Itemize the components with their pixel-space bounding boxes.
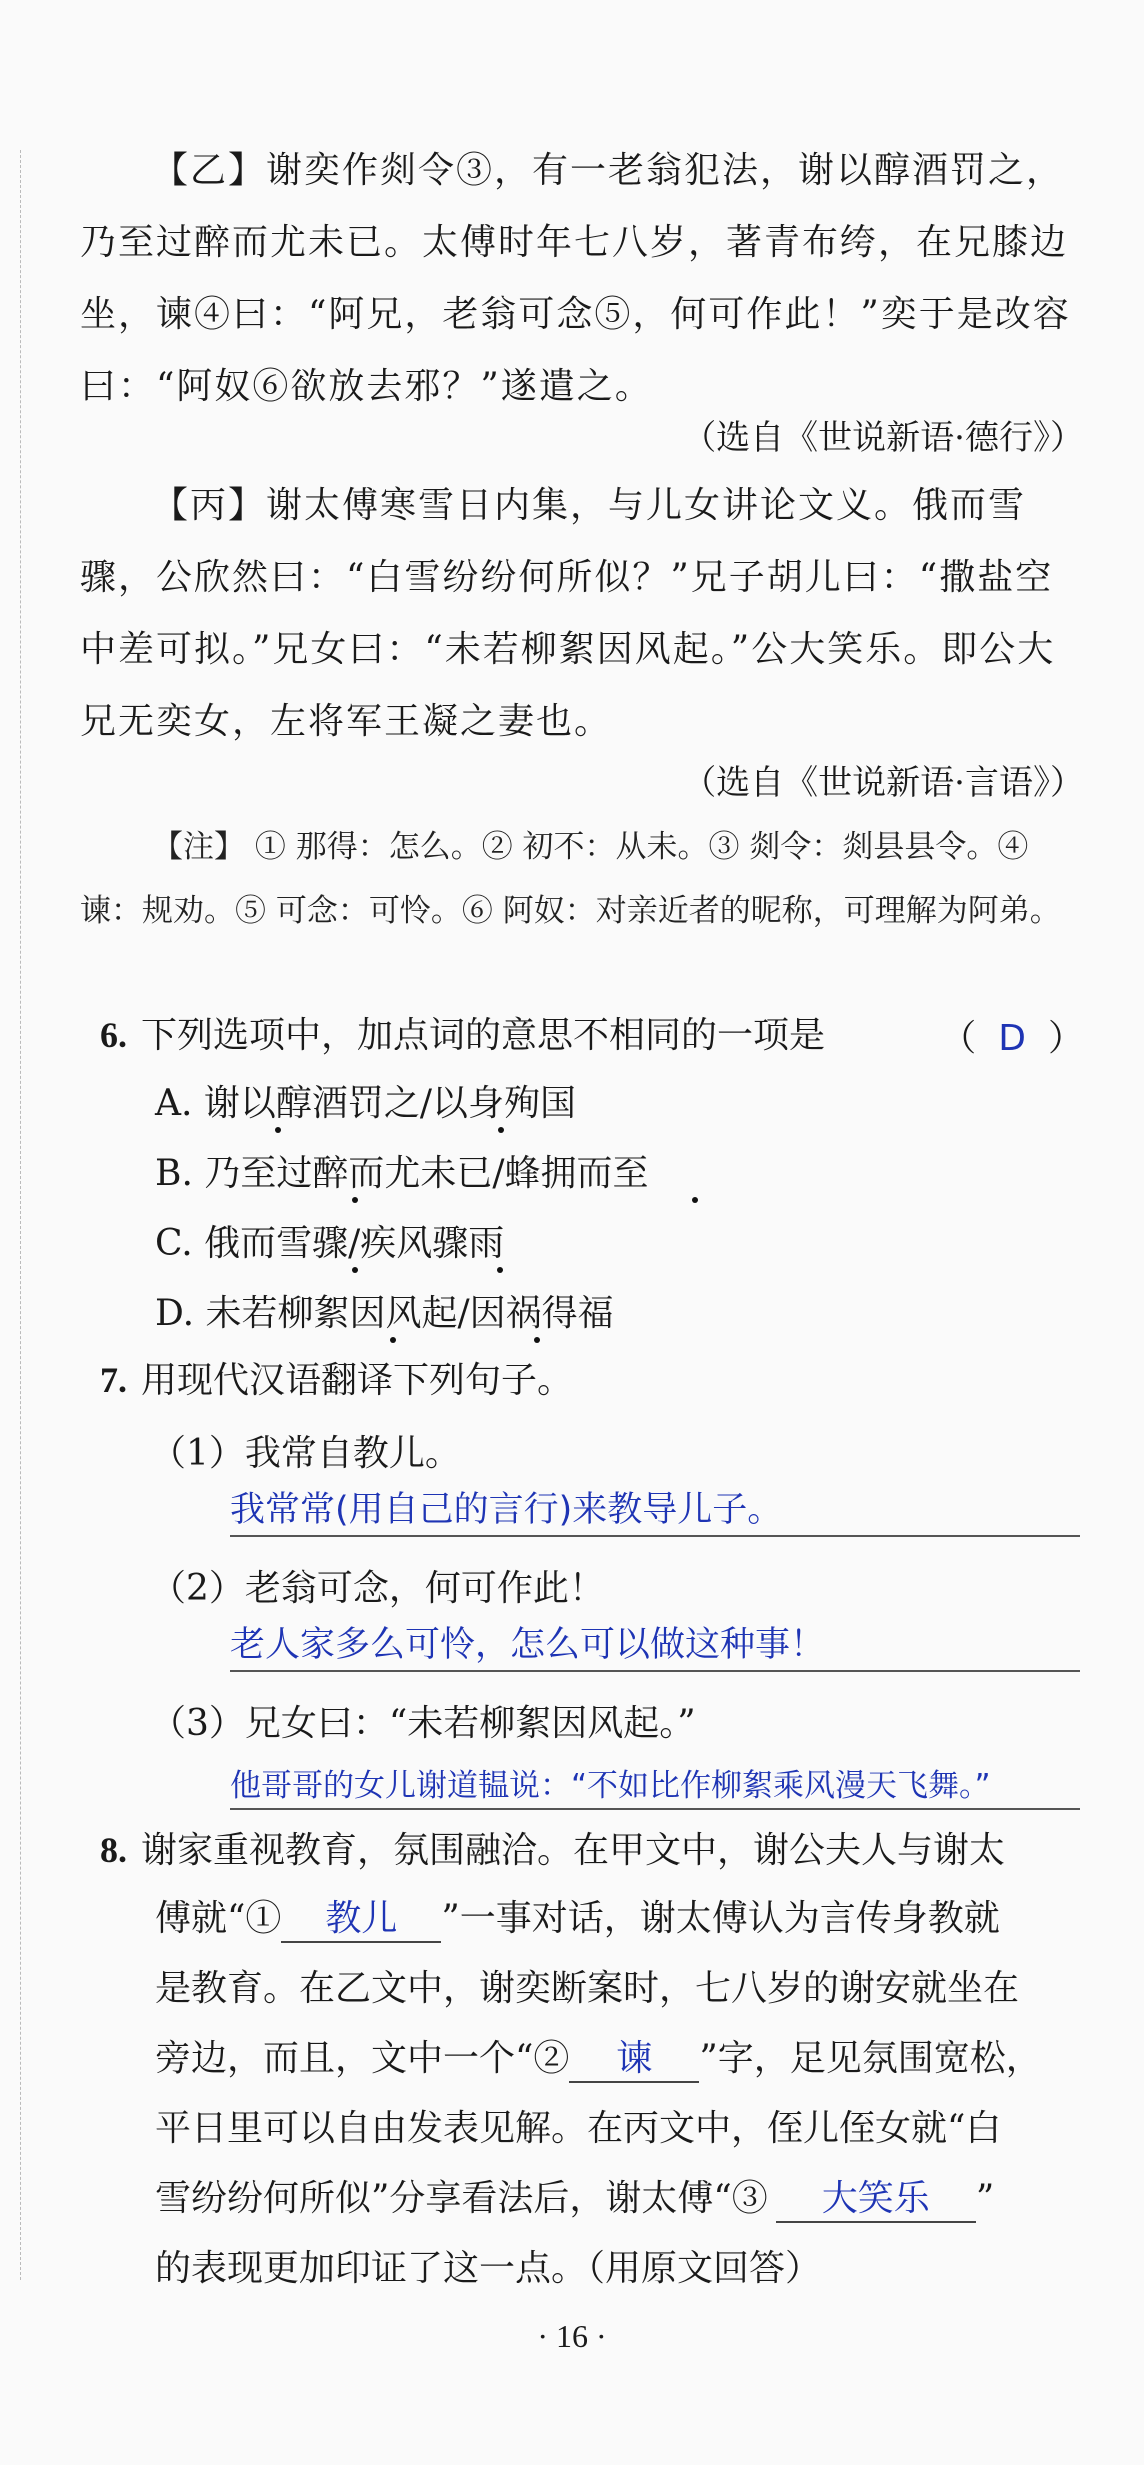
- q8-text: ”: [975, 2178, 995, 2219]
- question-6: [100, 1005, 825, 1066]
- notes: 【注】 ① 那得：怎么。② 初不：从未。③ 剡令：剡县县令。④ 谏：规劝。⑤ 可念：可怜。⑥ 阿奴：对亲近者的昵称，可理解为阿弟。: [80, 829, 1061, 929]
- q7-item-1: （1）我常自教儿。: [150, 1433, 461, 1474]
- question-number: 6.: [100, 1015, 127, 1055]
- question-stem: 用现代汉语翻译下列句子。: [141, 1360, 574, 1401]
- answer-parenthesis: （ D ）: [940, 1018, 1084, 1059]
- passage-yi: 【乙】谢奕作剡令③，有一老翁犯法，谢以醇酒罚之，乃至过醉而尤未已。太傅时年七八岁，著青布绔，在兄膝边坐，谏④曰：“阿兄，老翁可念⑤，何可作此！”奕于是改容曰：“阿奴⑥欲放去邪？”遂遣之。: [80, 150, 1071, 407]
- option-c: C. 俄而雪骤/疾风骤雨: [155, 1223, 505, 1264]
- q6-answer: D: [998, 1018, 1026, 1059]
- question-8-line-4: [155, 2030, 1042, 2083]
- q8-text: ”字，足见氛围宽松，: [699, 2038, 1042, 2079]
- q8-text: 雪纷纷何所似”分享看法后，谢太傅“③: [155, 2178, 768, 2219]
- source-bing: （选自《世说新语·言语》）: [682, 763, 1084, 803]
- emphasis-dot: [534, 1337, 540, 1343]
- blank-2[interactable]: 谏: [569, 2030, 699, 2083]
- question-8-line-2: [155, 1890, 1000, 1943]
- q8-text: 旁边，而且，文中一个“②: [155, 2038, 570, 2079]
- q7-answer-1: 我常常(用自己的言行)来教导儿子。: [230, 1490, 783, 1530]
- question-8-line-5: 平日里可以自由发表见解。在丙文中，侄儿侄女就“白: [155, 2108, 1002, 2149]
- emphasis-dot: [692, 1197, 698, 1203]
- question-8-line-1: [100, 1820, 1005, 1881]
- emphasis-dot: [390, 1337, 396, 1343]
- question-8-line-3: 是教育。在乙文中，谢奕断案时，七八岁的谢安就坐在: [155, 1968, 1020, 2009]
- emphasis-dot: [352, 1197, 358, 1203]
- emphasis-dot: [497, 1267, 503, 1273]
- q8-text: ”一事对话，谢太傅认为言传身教就: [441, 1898, 1000, 1939]
- page-number: · 16 ·: [537, 2318, 607, 2354]
- question-number: 7.: [100, 1360, 127, 1400]
- question-number: 8.: [100, 1830, 127, 1870]
- option-a: A. 谢以醇酒罚之/以身殉国: [155, 1083, 577, 1124]
- answer-line: [230, 1670, 1080, 1672]
- margin-line: [20, 150, 21, 2280]
- emphasis-dot: [498, 1127, 504, 1133]
- q8-text: 傅就“①: [155, 1898, 282, 1939]
- emphasis-dot: [275, 1127, 281, 1133]
- q7-item-3: （3）兄女曰：“未若柳絮因风起。”: [150, 1703, 696, 1744]
- q7-answer-2: 老人家多么可怜，怎么可以做这种事！: [230, 1625, 826, 1665]
- blank-1[interactable]: 教儿: [281, 1890, 441, 1943]
- q8-text: 谢家重视教育，氛围融洽。在甲文中，谢公夫人与谢太: [141, 1830, 1006, 1871]
- question-7: [100, 1350, 573, 1411]
- q7-answer-3: 他哥哥的女儿谢道韫说：“不如比作柳絮乘风漫天飞舞。”: [230, 1768, 991, 1804]
- option-d: D. 未若柳絮因风起/因祸得福: [155, 1293, 614, 1334]
- emphasis-dot: [352, 1267, 358, 1273]
- blank-3[interactable]: 大笑乐: [776, 2170, 976, 2223]
- answer-line: [230, 1808, 1080, 1810]
- question-8-line-7: 的表现更加印证了这一点。（用原文回答）: [155, 2248, 822, 2289]
- q7-item-2: （2）老翁可念，何可作此！: [150, 1568, 605, 1609]
- question-stem: 下列选项中，加点词的意思不相同的一项是: [141, 1015, 826, 1056]
- answer-line: [230, 1535, 1080, 1537]
- question-8-line-6: [155, 2170, 994, 2223]
- option-b: B. 乃至过醉而尤未已/蜂拥而至: [155, 1153, 649, 1194]
- source-yi: （选自《世说新语·德行》）: [682, 418, 1084, 458]
- passage-bing: 【丙】谢太傅寒雪日内集，与儿女讲论文义。俄而雪骤，公欣然曰：“白雪纷纷何所似？”兄子胡儿曰：“撒盐空中差可拟。”兄女曰：“未若柳絮因风起。”公大笑乐。即公大兄无奕女，左将军王凝之妻也。: [80, 485, 1056, 742]
